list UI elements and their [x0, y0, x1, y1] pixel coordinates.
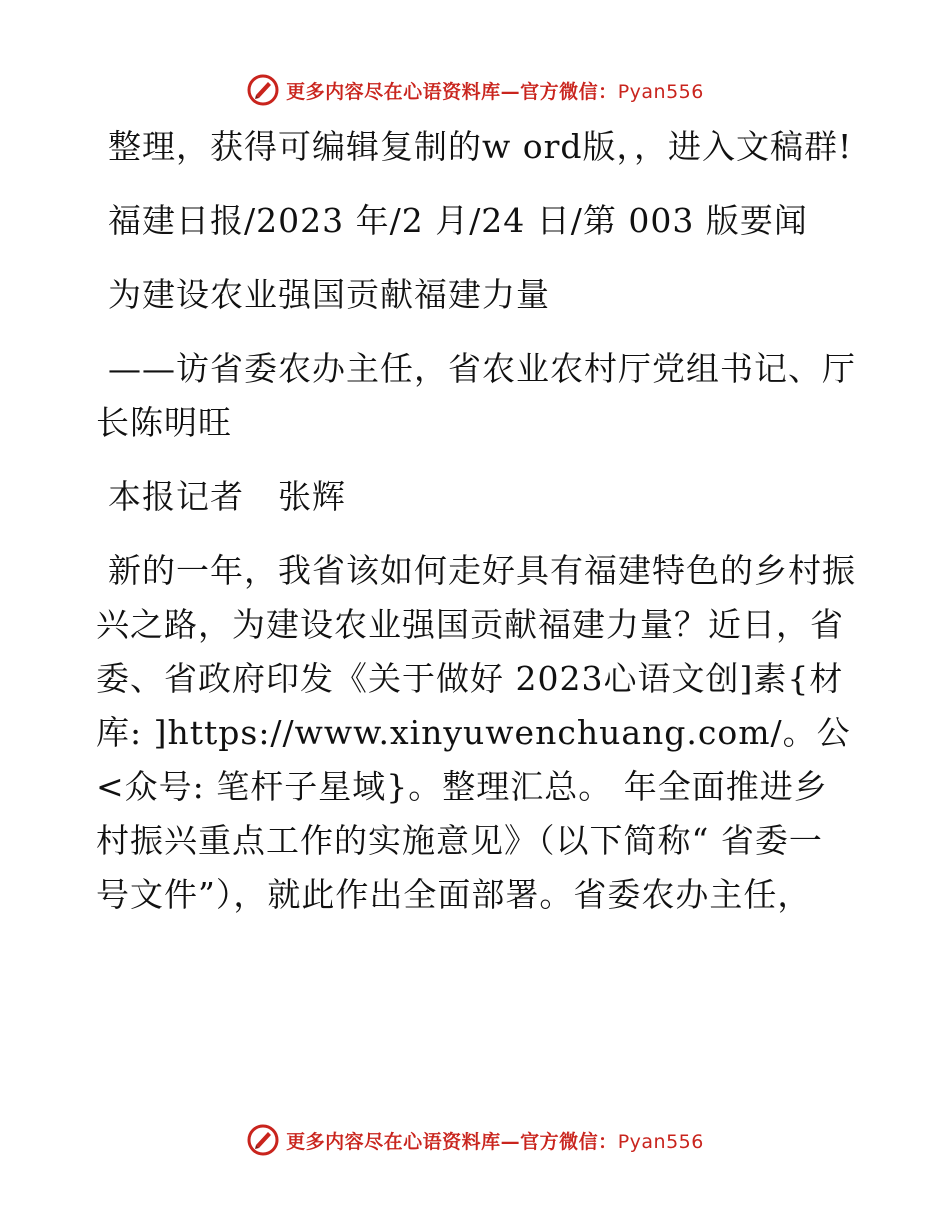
watermark-wechat-label: 官方微信：	[520, 1130, 618, 1153]
watermark-text	[286, 77, 704, 104]
watermark-main: 更多内容尽在心语资料库	[286, 80, 501, 103]
watermark-wechat-label: 官方微信：	[520, 80, 618, 103]
watermark-footer	[0, 1120, 950, 1160]
watermark-handle: Pyan556	[617, 1130, 704, 1153]
watermark-main: 更多内容尽在心语资料库	[286, 1130, 501, 1153]
watermark-header	[0, 70, 950, 110]
watermark-dash: —	[500, 1130, 521, 1153]
watermark-text	[286, 1127, 704, 1154]
body-paragraph: 新的一年，我省该如何走好具有福建特色的乡村振兴之路，为建设农业强国贡献福建力量？近日，省委、省政府印发《关于做好 2023心语文创]素{材库: ]https://www.xinyuwenchuang.com/。公<众号: 笔杆子星域}。整理汇总。 年全面推进乡村振兴重点工作的实施意见》（以下简称“ 省委一号文件”），就此作出全面部署。省委农办主任，	[96, 551, 856, 914]
headline: 为建设农业强国贡献福建力量	[108, 275, 550, 314]
source-line: 福建日报/2023 年/2 月/24 日/第 003 版要闻	[108, 201, 808, 240]
article-content	[96, 120, 856, 942]
intro-line: 整理，获得可编辑复制的w ord版，，进入文稿群!	[108, 127, 853, 166]
logo-icon	[246, 1123, 280, 1157]
watermark-dash: —	[500, 80, 521, 103]
subheadline: ——访省委农办主任，省农业农村厅党组书记、厅长陈明旺	[96, 349, 856, 442]
watermark-handle: Pyan556	[617, 80, 704, 103]
logo-icon	[246, 73, 280, 107]
byline: 本报记者 张辉	[108, 477, 346, 516]
